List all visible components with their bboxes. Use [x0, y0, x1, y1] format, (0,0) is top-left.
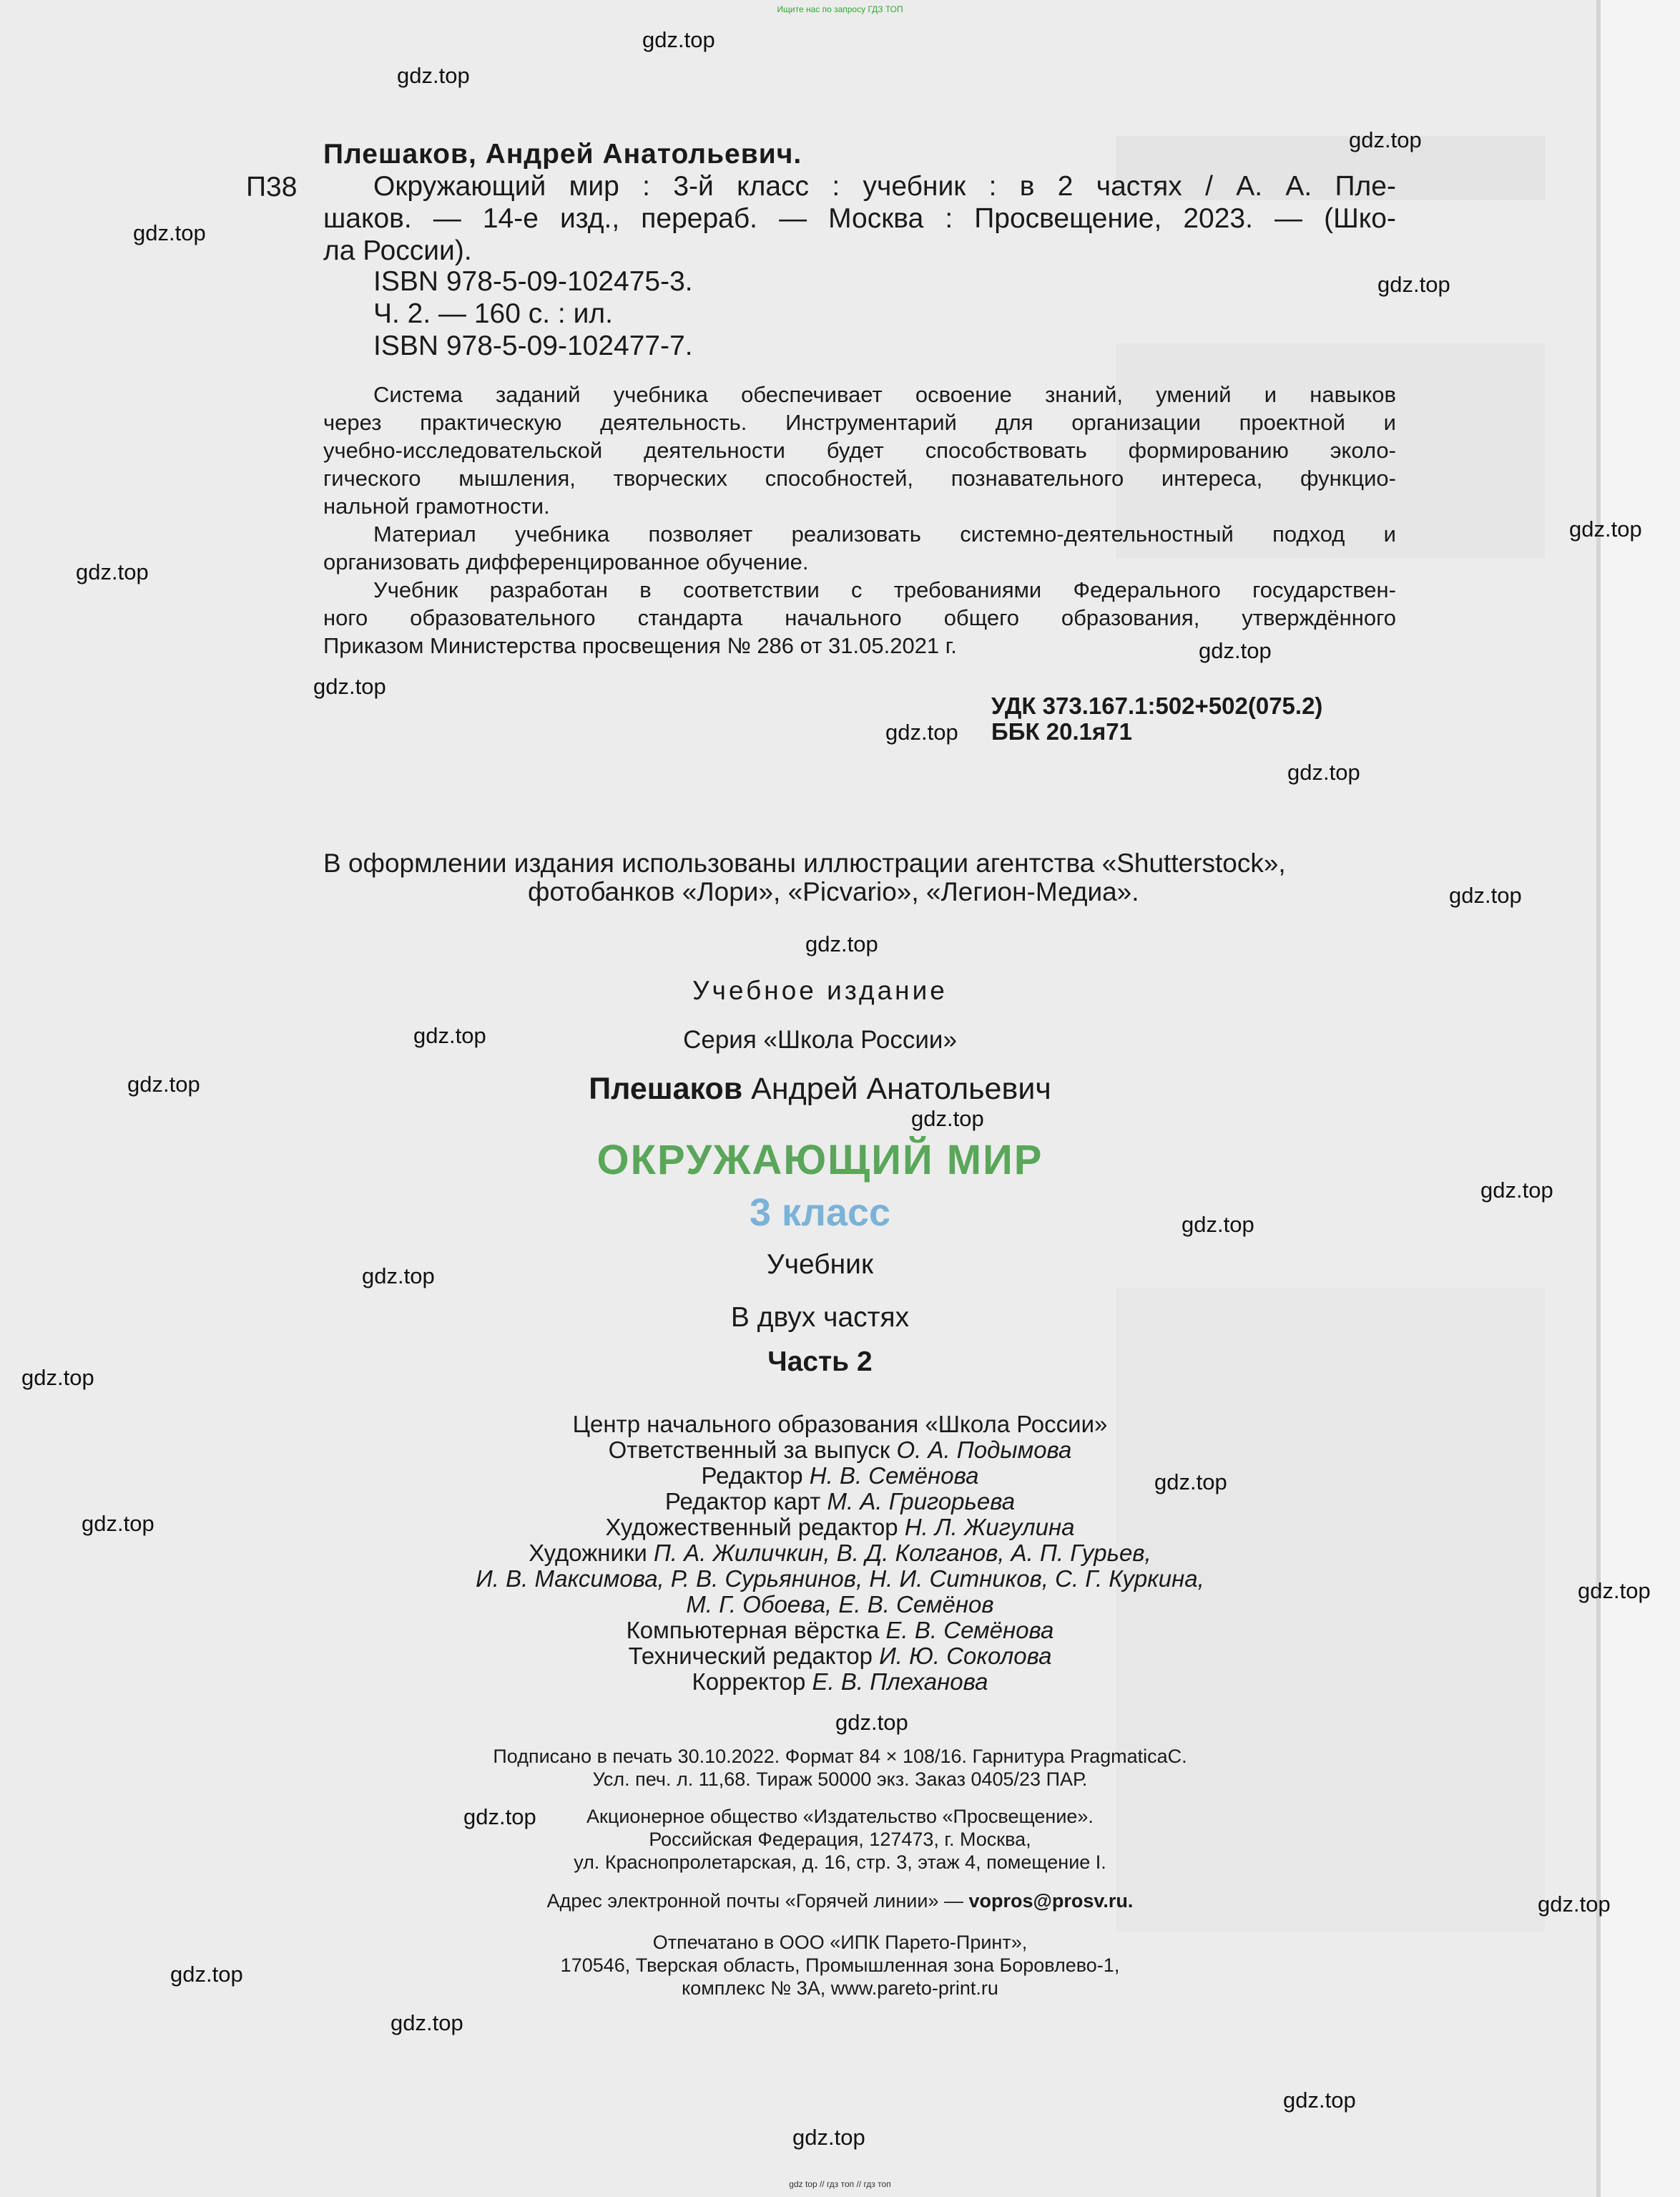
- credit-name: Н. В. Семёнова: [809, 1462, 979, 1489]
- credit-role: Технический редактор: [628, 1643, 873, 1669]
- credit-line: [0, 1643, 1680, 1670]
- watermark: gdz.top: [1449, 883, 1522, 908]
- watermark: gdz.top: [1578, 1578, 1651, 1603]
- credit-name: Е. В. Плеханова: [812, 1668, 988, 1695]
- credit-line: [0, 1617, 1680, 1644]
- watermark: gdz.top: [1377, 272, 1450, 297]
- email-label: Адрес электронной почты «Горячей линии» —: [546, 1890, 963, 1912]
- annotation-line: через практическую деятельность. Инструментарий для организации проектной и: [323, 410, 1396, 435]
- annotation-line: Материал учебника позволяет реализовать системно-деятельностный подход и: [373, 522, 1396, 547]
- author-surname: Плешаков: [589, 1072, 743, 1106]
- watermark: gdz.top: [463, 1804, 536, 1829]
- catalog-code: П38: [246, 172, 298, 202]
- credit-name: М. А. Григорьева: [827, 1488, 1016, 1515]
- illustrations-line-1: В оформлении издания использованы иллюстрации агентства «Shutterstock»,: [323, 848, 1286, 878]
- author-heading: Плешаков, Андрей Анатольевич.: [323, 139, 802, 170]
- book-title: ОКРУЖАЮЩИЙ МИР: [596, 1137, 1043, 1183]
- annotation: [323, 381, 1396, 660]
- print-line: Подписано в печать 30.10.2022. Формат 84 × 108/16. Гарнитура PragmaticaC.: [493, 1746, 1187, 1767]
- catalog-line: Окружающий мир : 3-й класс : учебник : в 2 частях / А. А. Пле-: [373, 171, 1396, 202]
- annotation-line: нальной грамотности.: [323, 494, 550, 519]
- credit-name: М. Г. Обоева, Е. В. Семёнов: [686, 1591, 994, 1618]
- credit-role: Художественный редактор: [605, 1514, 898, 1540]
- credit-name: Е. В. Семёнова: [885, 1617, 1054, 1643]
- watermark: gdz.top: [1199, 638, 1272, 663]
- annotation-line: Учебник разработан в соответствии с требованиями Федерального государствен-: [373, 577, 1396, 602]
- credit-line: [0, 1565, 1680, 1592]
- watermark: gdz.top: [362, 1263, 435, 1288]
- series: Серия «Школа России»: [683, 1026, 957, 1054]
- watermark: gdz.top: [76, 559, 149, 584]
- credit-role: Компьютерная вёрстка: [626, 1617, 880, 1643]
- watermark: gdz.top: [1480, 1178, 1553, 1203]
- email-link[interactable]: vopros@prosv.ru.: [968, 1890, 1134, 1912]
- author-name: Андрей Анатольевич: [751, 1072, 1051, 1106]
- watermark: gdz.top: [133, 220, 206, 245]
- credit-line: [0, 1540, 1680, 1567]
- part-number: Часть 2: [767, 1346, 873, 1377]
- watermark: gdz.top: [1569, 517, 1642, 542]
- footer-note: gdz top // гдз топ // гдз топ: [789, 2179, 891, 2189]
- credit-role: Центр начального образования «Школа России»: [572, 1411, 1108, 1437]
- credit-name: О. А. Подымова: [896, 1437, 1072, 1463]
- watermark: gdz.top: [1283, 2088, 1356, 2113]
- watermark: gdz.top: [1538, 1892, 1611, 1917]
- watermark: gdz.top: [397, 63, 470, 88]
- parts: В двух частях: [730, 1302, 910, 1333]
- grade: 3 класс: [749, 1191, 891, 1234]
- publisher-line: Акционерное общество «Издательство «Просвещение».: [586, 1806, 1094, 1827]
- watermark: gdz.top: [1154, 1469, 1227, 1494]
- watermark: gdz.top: [885, 720, 958, 745]
- bbk-code: ББК 20.1я71: [991, 718, 1132, 745]
- print-line: Усл. печ. л. 11,68. Тираж 50000 экз. Заказ 0405/23 ПАР.: [592, 1768, 1088, 1790]
- watermark: gdz.top: [805, 931, 878, 956]
- header-note: Ищите нас по запросу ГДЗ ТОП: [777, 4, 903, 14]
- book-type: Учебник: [766, 1249, 874, 1280]
- publisher-line: ул. Краснопролетарская, д. 16, стр. 3, этаж 4, помещение I.: [574, 1851, 1106, 1873]
- catalog-line: шаков. — 14-е изд., перераб. — Москва : Просвещение, 2023. — (Шко-: [323, 203, 1396, 234]
- watermark: gdz.top: [1349, 127, 1422, 152]
- catalog-lines: [323, 170, 1396, 267]
- watermark: gdz.top: [82, 1511, 154, 1536]
- credit-name: И. В. Максимова, Р. В. Сурьянинов, Н. И. Ситников, С. Г. Куркина,: [476, 1565, 1204, 1592]
- illustrations-line-2: фотобанков «Лори», «Picvario», «Легион-Медиа».: [528, 877, 1139, 906]
- annotation-line: организовать дифференцированное обучение.: [323, 549, 809, 574]
- watermark: gdz.top: [1287, 760, 1360, 785]
- watermark: gdz.top: [127, 1072, 200, 1097]
- part-pages: Ч. 2. — 160 с. : ил.: [373, 298, 613, 329]
- printer-line[interactable]: комплекс № 3А, www.pareto-print.ru: [682, 1977, 998, 1999]
- credit-line: [0, 1514, 1680, 1541]
- credit-center: [0, 1411, 1680, 1438]
- credit-name: П. А. Жиличкин, В. Д. Колганов, А. П. Гурьев,: [654, 1540, 1151, 1566]
- watermark: gdz.top: [792, 2125, 865, 2150]
- credit-line: [0, 1488, 1680, 1515]
- annotation-line: гического мышления, творческих способностей, познавательного интереса, функцио-: [323, 466, 1396, 491]
- publisher-line: Российская Федерация, 127473, г. Москва,: [649, 1829, 1031, 1850]
- edition-type: Учебное издание: [692, 976, 948, 1005]
- credit-line: [0, 1668, 1680, 1696]
- credit-name: Н. Л. Жигулина: [904, 1514, 1075, 1540]
- credit-role: Редактор: [701, 1462, 803, 1489]
- udk-code: УДК 373.167.1:502+502(075.2): [991, 693, 1323, 719]
- credit-role: Редактор карт: [664, 1488, 821, 1515]
- catalog-line: ла России).: [323, 235, 472, 266]
- isbn-1: ISBN 978-5-09-102475-3.: [373, 266, 693, 297]
- watermark: gdz.top: [413, 1023, 486, 1048]
- watermark: gdz.top: [835, 1710, 908, 1735]
- credit-name: И. Ю. Соколова: [879, 1643, 1052, 1669]
- annotation-line: Система заданий учебника обеспечивает освоение знаний, умений и навыков: [373, 382, 1396, 407]
- watermark: gdz.top: [642, 27, 715, 52]
- watermark: gdz.top: [1182, 1212, 1254, 1237]
- annotation-line: Приказом Министерства просвещения № 286 от 31.05.2021 г.: [323, 633, 957, 658]
- watermark: gdz.top: [911, 1106, 984, 1131]
- watermark: gdz.top: [170, 1962, 243, 1987]
- watermark: gdz.top: [21, 1365, 94, 1390]
- printer-line: Отпечатано в ООО «ИПК Парето-Принт»,: [652, 1932, 1028, 1953]
- credit-role: Корректор: [692, 1668, 806, 1695]
- printer-line: 170546, Тверская область, Промышленная зона Боровлево-1,: [560, 1954, 1120, 1976]
- credit-role: Ответственный за выпуск: [608, 1437, 890, 1463]
- watermark: gdz.top: [313, 674, 386, 699]
- email-line: [0, 1890, 1680, 1912]
- credit-line: [0, 1591, 1680, 1618]
- credit-role: Художники: [529, 1540, 647, 1566]
- author-line: [0, 1072, 1660, 1107]
- annotation-line: ного образовательного стандарта начального общего образования, утверждённого: [323, 605, 1396, 630]
- credit-line: [0, 1462, 1680, 1489]
- credit-line: [0, 1437, 1680, 1464]
- isbn-2: ISBN 978-5-09-102477-7.: [373, 331, 693, 361]
- annotation-line: учебно-исследовательской деятельности будет способствовать формированию эколо-: [323, 438, 1396, 463]
- watermark: gdz.top: [390, 2010, 463, 2035]
